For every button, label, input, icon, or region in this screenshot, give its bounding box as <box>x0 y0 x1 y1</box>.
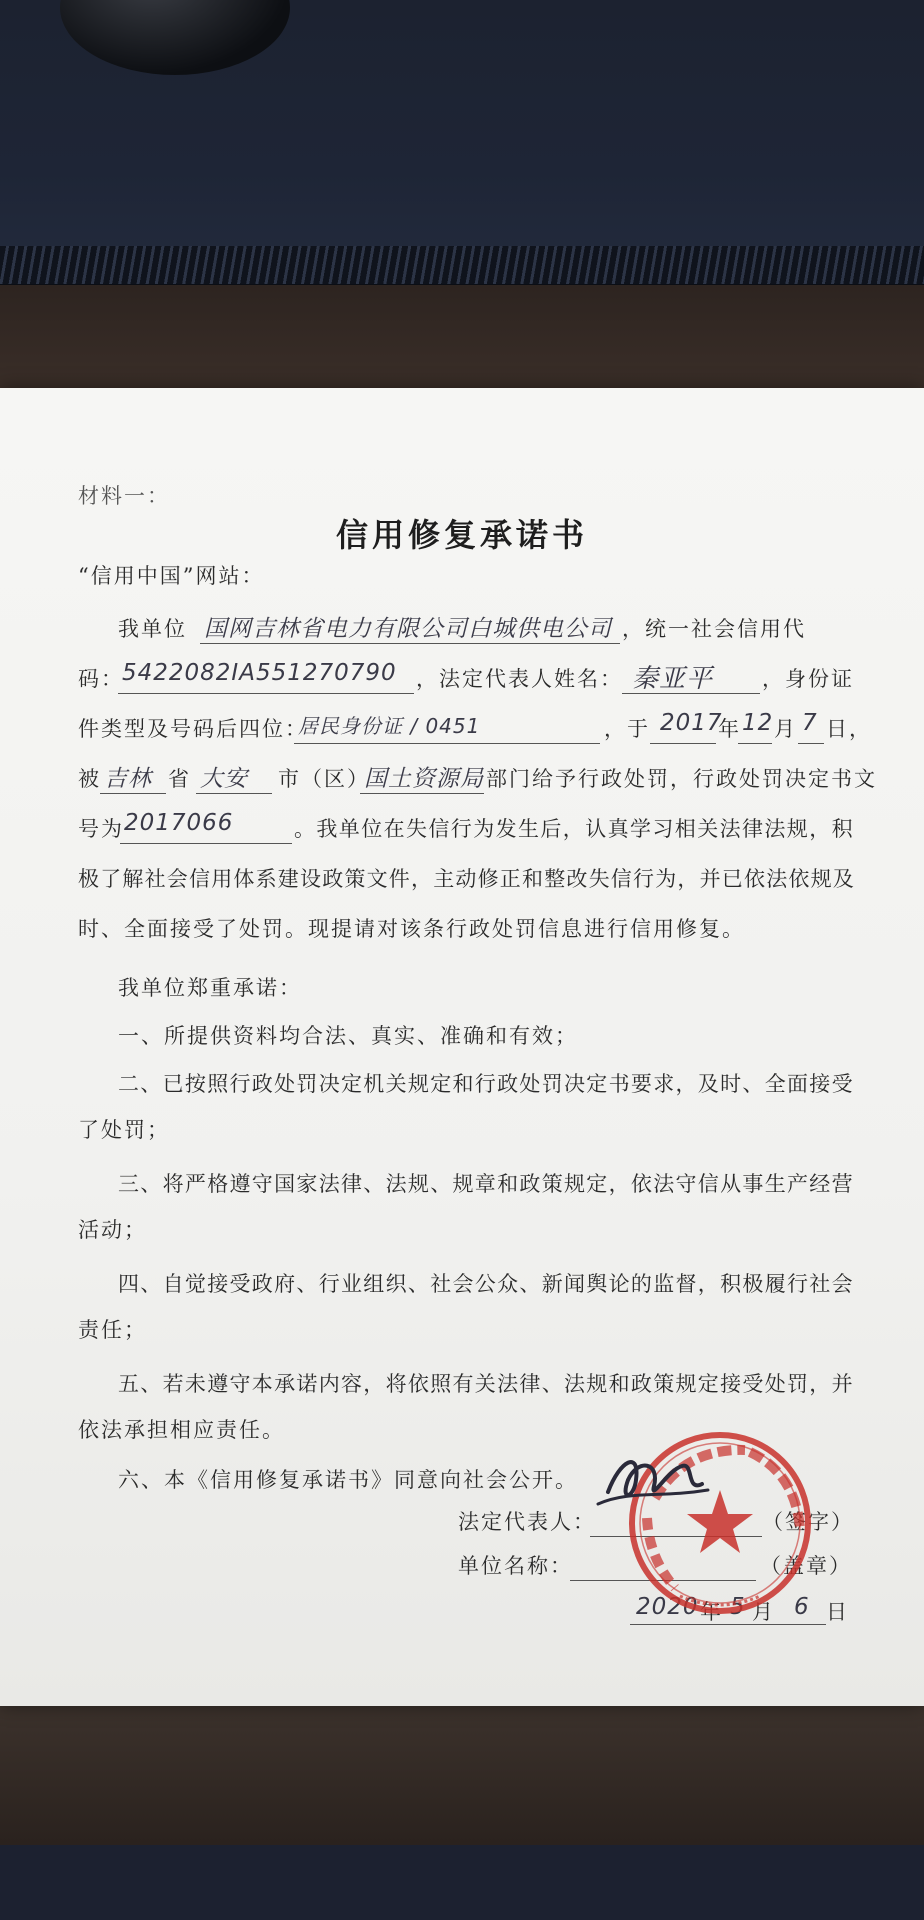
commitment-1: 一、所提供资料均合法、真实、准确和有效； <box>118 1024 578 1048</box>
credit-code-blank <box>118 693 414 694</box>
department-blank <box>360 793 484 794</box>
desk-mat-edge <box>0 246 924 287</box>
commitment-intro: 我单位郑重承诺： <box>118 976 302 1000</box>
decision-number-blank <box>120 843 292 844</box>
province-blank <box>100 793 166 794</box>
sign-hint: （签字） <box>762 1510 854 1534</box>
p1-line3-mid3: 月 <box>774 717 797 741</box>
material-label: 材料一： <box>78 484 170 508</box>
p1-line3-suffix: 日， <box>826 717 872 741</box>
commitment-6: 六、本《信用修复承诺书》同意向社会公开。 <box>118 1468 578 1492</box>
commitment-3-line2: 活动； <box>78 1218 147 1242</box>
legal-rep-name: 秦亚平 <box>632 664 714 694</box>
commitment-2-line2: 了处罚； <box>78 1118 170 1142</box>
p1-line5-suffix: 。我单位在失信行为发生后，认真学习相关法律法规，积 <box>294 817 854 841</box>
seal-hint: （盖章） <box>760 1554 852 1578</box>
sign-date-day-unit: 日 <box>826 1600 849 1624</box>
sign-date-year-unit: 年 <box>700 1600 723 1624</box>
department: 国土资源局 <box>364 766 484 792</box>
day-blank <box>798 743 824 744</box>
province: 吉林 <box>104 766 152 792</box>
p1-line1-suffix: ，统一社会信用代 <box>622 617 806 641</box>
p1-line4-mid1: 省 <box>168 767 191 791</box>
sign-date-year: 2020 <box>636 1594 699 1620</box>
commitment-5-line1: 五、若未遵守本承诺内容，将依照有关法律、法规和政策规定接受处罚，并 <box>118 1372 854 1396</box>
wood-table-top <box>0 285 924 390</box>
id-info-blank <box>294 743 600 744</box>
p1-line5-prefix: 号为 <box>78 817 124 841</box>
legal-rep-label: 法定代表人： <box>458 1510 596 1534</box>
sign-date-day: 6 <box>794 1594 810 1620</box>
decision-number: 2017066 <box>124 810 234 836</box>
sign-date-month-unit: 月 <box>752 1600 775 1624</box>
id-info: 居民身份证 / 0451 <box>298 714 481 738</box>
p1-line6: 极了解社会信用体系建设政策文件，主动修正和整改失信行为，并已依法依规及 <box>78 867 855 891</box>
day: 7 <box>802 710 818 736</box>
p1-line7: 时、全面接受了处罚。现提请对该条行政处罚信息进行信用修复。 <box>78 917 745 941</box>
floor-area <box>0 1845 924 1920</box>
company-name: 国网吉林省电力有限公司白城供电公司 <box>204 616 612 642</box>
city: 大安 <box>200 766 248 792</box>
p1-line3-prefix: 件类型及号码后四位： <box>78 717 308 741</box>
p1-line4-suffix: 部门给予行政处罚，行政处罚决定书文 <box>486 767 877 791</box>
handwritten-signature <box>590 1440 720 1520</box>
city-blank <box>196 793 272 794</box>
p1-line4-prefix: 被 <box>78 767 101 791</box>
commitment-4-line2: 责任； <box>78 1318 147 1342</box>
p1-line3-mid2: 年 <box>718 717 741 741</box>
commitment-5-line2: 依法承担相应责任。 <box>78 1418 285 1442</box>
sign-date-month: 5 <box>730 1594 746 1620</box>
sign-date-blank <box>630 1624 826 1625</box>
commitment-4-line1: 四、自觉接受政府、行业组织、社会公众、新闻舆论的监督，积极履行社会 <box>118 1272 854 1296</box>
p1-line3-mid1: ，于 <box>604 717 650 741</box>
p1-line4-mid2: 市（区） <box>278 767 370 791</box>
year: 2017 <box>660 710 723 736</box>
company-name-blank <box>200 643 620 644</box>
credit-code: 5422082IA551270790 <box>122 660 397 686</box>
salutation: “信用中国”网站： <box>78 564 265 588</box>
wood-table-bottom <box>0 1705 924 1845</box>
commitment-3-line1: 三、将严格遵守国家法律、法规、规章和政策规定，依法守信从事生产经营 <box>118 1172 854 1196</box>
month-blank <box>738 743 772 744</box>
unit-name-label: 单位名称： <box>458 1554 573 1578</box>
p1-line2-mid: ，法定代表人姓名： <box>416 667 623 691</box>
p1-line1-prefix: 我单位 <box>118 617 187 641</box>
document-title: 信用修复承诺书 <box>335 516 588 554</box>
p1-line2-suffix: ，身份证 <box>762 667 854 691</box>
commitment-2-line1: 二、已按照行政处罚决定机关规定和行政处罚决定书要求，及时、全面接受 <box>118 1072 854 1096</box>
month: 12 <box>742 710 774 736</box>
year-blank <box>650 743 716 744</box>
legal-rep-blank <box>622 693 760 694</box>
p1-line2-prefix: 码： <box>78 667 124 691</box>
